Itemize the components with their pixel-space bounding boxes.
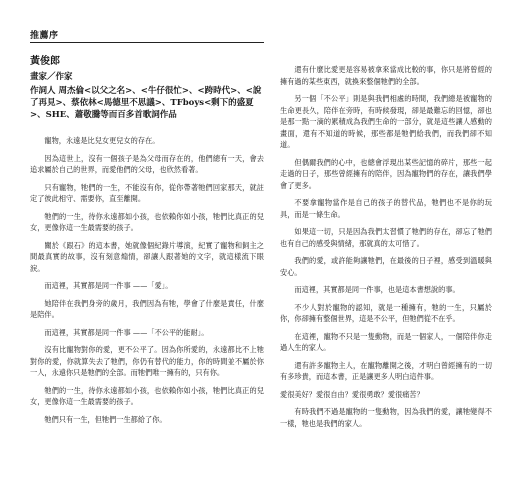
paragraph: 不少人對於寵物的認知，就是一種擁有，牠的一生，只屬於你，你卻擁有整個世界，這是不公平，但牠們從不在乎。	[280, 302, 492, 323]
paragraph: 而這裡，其實都是同一件事，也是這本書想說的事。	[294, 285, 460, 294]
paragraph: 不要拿寵物當作是自己的孩子的替代品，牠們也不是你的玩具，而是一條生命。	[280, 198, 492, 219]
paragraph: 寵物，永遠是比兒女更兒女的存在。	[44, 136, 160, 145]
paragraph: 牠們只有一生，但牠們一生都給了你。	[44, 414, 167, 424]
paragraph: 而這裡，其實都是同一件事 ——「不公平的能耐」。	[44, 327, 209, 337]
paragraph: 我們的愛，或許能夠讓牠們，在最後的日子裡，感受到溫暖與安心。	[280, 256, 492, 277]
paragraph: 沒有比寵物對你的愛，更不公平了。因為你所愛的，永遠都比不上牠對你的愛，你就算失去了牠們，你仍有替代的能力，你的時間並不屬於你一人，永遠你只是牠們的全部。而牠們唯一擁有的，只有你。	[30, 345, 264, 377]
paragraph: 牠們的一生，待你永遠都如小孩，也依賴你如小孩，牠們比真正的兒女，更像你這一生最需要的孩子。	[30, 385, 264, 406]
paragraph: 她陪伴在我們身旁的歲月，我們因為有牠，學會了什麼是責任，什麼是陪伴。	[30, 298, 264, 319]
paragraph: 有時我們不過是寵物的一隻動物，因為我們的愛，讓牠變得不一樣，牠也是我們的家人。	[280, 407, 492, 428]
paragraph: 還有許多寵物主人，在寵物離開之後，才明白曾經擁有的一切有多珍貴，而這本書，正是讓更多人明白這件事。	[280, 360, 492, 381]
right-column	[280, 64, 492, 435]
paragraph: 但偶爾我們的心中，也總會浮現出某些記憶的碎片，那些一起走過的日子，那些曾經擁有的陪伴，因為寵物們的存在，讓我們學會了更多。	[280, 157, 492, 190]
paragraph: 只有寵物，牠們的一生，不能沒有你，從你帶著牠們回家那天，就註定了彼此相守、需要你，直至離開。	[30, 182, 264, 203]
header-divider	[30, 42, 264, 43]
paragraph: 愛很美好？愛很自由？愛很勇敢？愛很痛苦？	[280, 389, 424, 399]
paragraph: 在這裡，寵物不只是一隻動物，而是一個家人，一個陪伴你走過人生的家人。	[280, 331, 492, 352]
author-bio: 作詞人 周杰倫<以父之名>、<牛仔很忙>、<跨時代>、<說了再見>、蔡依林<馬德里不思議>、TFboys<剩下的盛夏>、SHE、蕭敬騰等而百多首歌詞作品	[30, 86, 262, 120]
paragraph: 而這裡，其實都是同一件事 ——「愛」。	[44, 281, 173, 290]
paragraph: 關於《跟石》的這本書，她就像個紀錄片導演，紀實了寵物和飼主之間最真實的故事，沒有刻意煽情，卻讓人跟著她的文字，就這樣流下眼淚。	[30, 240, 264, 273]
author-name: 黃俊郎	[30, 56, 60, 67]
left-column	[30, 52, 264, 431]
paragraph: 如果這一切，只是因為我們太習慣了牠們的存在，卻忘了牠們也有自己的感受與情緒，那就真的太可惜了。	[280, 227, 492, 248]
section-label: 推薦序	[30, 31, 59, 41]
paragraph: 因為這世上，沒有一個孩子是為父母而存在的，他們總有一天，會去追求屬於自己的世界，而愛他們的父母，也欣然看著。	[30, 153, 264, 174]
paragraph: 牠們的一生，待你永遠都如小孩，也依賴你如小孩，牠們比真正的兒女，更像你這一生最需要的孩子。	[30, 211, 264, 232]
paragraph: 還有什麼比愛更是容易被拿來當成比較的事，你只是將曾經的擁有過的某些東西，就換來整個牠們的全部。	[280, 65, 492, 86]
author-role: 畫家／作家	[30, 72, 73, 82]
paragraph: 另一個「不公平」則是與我們相處的時間，我們總是被寵物的生命更長久，陪伴在旁時，有時候發現，卻是最難忘的回憶，卻也是那一點一滴的累積成為我們生命的一部分，就是這些讓人感動的畫面，還有不知道的時候，那些都是牠們給我們，而我們卻不知道。	[280, 94, 492, 149]
